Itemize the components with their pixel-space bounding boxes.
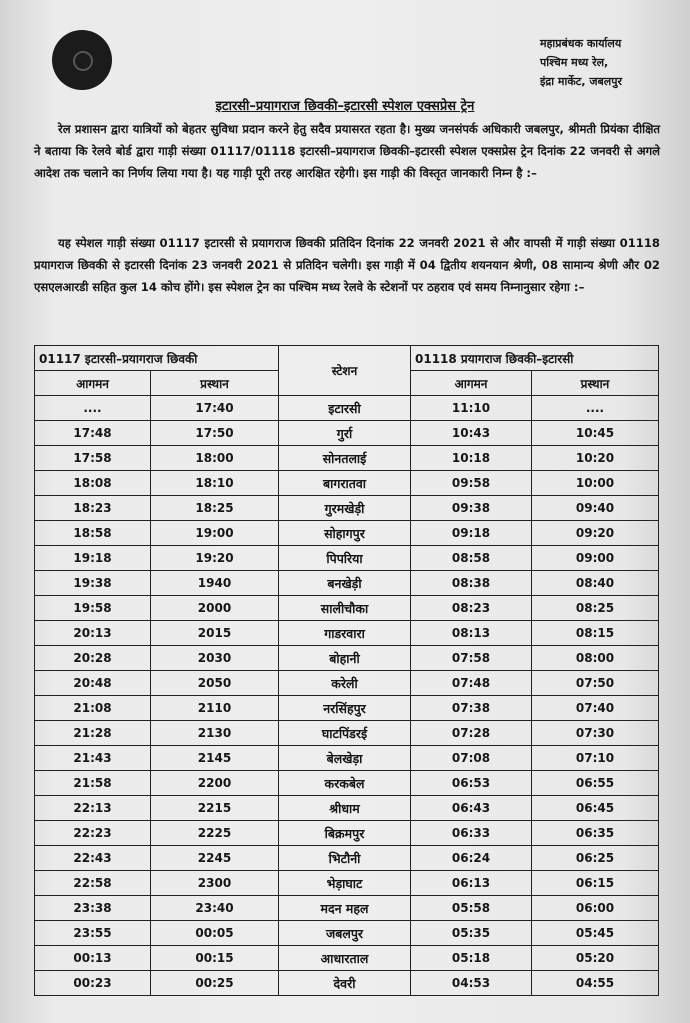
departure-01117-cell: 19:20 [151,546,279,571]
table-row [35,521,659,546]
departure-01118-cell: 09:40 [532,496,659,521]
table-row [35,896,659,921]
table-row [35,671,659,696]
departure-01117-cell: 19:00 [151,521,279,546]
station-cell: आधारताल [279,946,411,971]
arrival-01117-cell: 00:13 [35,946,151,971]
arrival-01117-cell: 20:48 [35,671,151,696]
departure-01117-cell: 00:15 [151,946,279,971]
departure-01118-cell: 08:40 [532,571,659,596]
arrival-01118-cell: 06:13 [411,871,532,896]
table-row [35,696,659,721]
departure-01118-cell: 06:25 [532,846,659,871]
office-address [540,34,680,91]
arrival-01117-cell: 19:18 [35,546,151,571]
station-cell: श्रीधाम [279,796,411,821]
table-row [35,871,659,896]
station-cell: नरसिंहपुर [279,696,411,721]
office-line-3: इंद्रा मार्केट, जबलपुर [540,75,622,88]
arrival-01118-cell: 09:58 [411,471,532,496]
station-cell: गाडरवारा [279,621,411,646]
arrival-01117-cell: 22:23 [35,821,151,846]
arrival-header-01117: आगमन [35,371,151,396]
arrival-01117-cell: 20:13 [35,621,151,646]
departure-01118-cell: 05:45 [532,921,659,946]
departure-01117-cell: 2145 [151,746,279,771]
departure-01118-cell: 08:15 [532,621,659,646]
arrival-01118-cell: 07:08 [411,746,532,771]
arrival-01118-cell: 07:48 [411,671,532,696]
departure-header-01118: प्रस्थान [532,371,659,396]
arrival-01117-cell: .... [35,396,151,421]
arrival-01117-cell: 21:08 [35,696,151,721]
table-row [35,746,659,771]
departure-01117-cell: 17:40 [151,396,279,421]
arrival-01118-cell: 06:43 [411,796,532,821]
departure-01118-cell: 07:30 [532,721,659,746]
arrival-01117-cell: 23:55 [35,921,151,946]
arrival-01117-cell: 21:58 [35,771,151,796]
table-row [35,396,659,421]
office-line-2: पश्चिम मध्य रेल, [540,56,609,69]
arrival-01118-cell: 05:58 [411,896,532,921]
station-cell: पिपरिया [279,546,411,571]
arrival-01118-cell: 08:58 [411,546,532,571]
arrival-01117-cell: 20:28 [35,646,151,671]
departure-01117-cell: 2200 [151,771,279,796]
station-cell: बिक्रमपुर [279,821,411,846]
departure-01117-cell: 2300 [151,871,279,896]
table-row [35,571,659,596]
arrival-01117-cell: 22:13 [35,796,151,821]
arrival-01118-cell: 07:58 [411,646,532,671]
document-heading: इटारसी–प्रयागराज छिवकी–इटारसी स्पेशल एक्सप्रेस ट्रेन [215,99,475,114]
departure-01117-cell: 00:05 [151,921,279,946]
arrival-01117-cell: 17:58 [35,446,151,471]
departure-01118-cell: 04:55 [532,971,659,996]
arrival-01117-cell: 22:58 [35,871,151,896]
departure-01117-cell: 18:25 [151,496,279,521]
departure-01118-cell: 07:40 [532,696,659,721]
departure-01118-cell: 08:00 [532,646,659,671]
station-cell: गुरमखेड़ी [279,496,411,521]
departure-01118-cell: 10:00 [532,471,659,496]
office-line-1: महाप्रबंधक कार्यालय [540,37,622,50]
station-cell: बनखेड़ी [279,571,411,596]
paragraph-2: यह स्पेशल गाड़ी संख्या 01117 इटारसी से प्रयागराज छिवकी प्रतिदिन दिनांक 22 जनवरी 2021 से और वापसी में गाड़ी संख्या 01118 प्रयागराज छिवकी से इटारसी दिनांक 23 जनवरी 2021 से प्रतिदिन चलेगी। इस गाड़ी में 04 द्वितीय शयनयान श्रेणी, 08 सामान्य श्रेणी और 02 एसएलआरडी सहित कुल 14 कोच होंगे। इस स्पेशल ट्रेन का पश्चिम मध्य रेलवे के स्टेशनों पर ठहराव एवं समय निम्नानुसार रहेगा :– [34,236,660,294]
departure-01118-cell: 06:55 [532,771,659,796]
station-cell: करेली [279,671,411,696]
arrival-header-01118: आगमन [411,371,532,396]
arrival-01118-cell: 06:33 [411,821,532,846]
table-row [35,946,659,971]
arrival-01118-cell: 06:53 [411,771,532,796]
arrival-01118-cell: 08:13 [411,621,532,646]
arrival-01117-cell: 18:58 [35,521,151,546]
table-row [35,546,659,571]
departure-01117-cell: 2000 [151,596,279,621]
arrival-01117-cell: 18:23 [35,496,151,521]
departure-01118-cell: 05:20 [532,946,659,971]
table-row [35,471,659,496]
departure-01118-cell: 09:20 [532,521,659,546]
arrival-01117-cell: 19:58 [35,596,151,621]
station-cell: सोहागपुर [279,521,411,546]
train-01117-header: 01117 इटारसी–प्रयागराज छिवकी [35,346,279,371]
station-cell: सोनतलाई [279,446,411,471]
table-row [35,421,659,446]
arrival-01117-cell: 22:43 [35,846,151,871]
departure-01118-cell: 06:00 [532,896,659,921]
arrival-01117-cell: 23:38 [35,896,151,921]
departure-01118-cell: 07:50 [532,671,659,696]
table-row [35,596,659,621]
departure-01118-cell: 07:10 [532,746,659,771]
table-row [35,721,659,746]
paragraph-1: रेल प्रशासन द्वारा यात्रियों को बेहतर सुविधा प्रदान करने हेतु सदैव प्रयासरत रहता है। मुख्य जनसंपर्क अधिकारी जबलपुर, श्रीमती प्रियंका दीक्षित ने बताया कि रेलवे बोर्ड द्वारा गाड़ी संख्या 01117/01118 इटारसी–प्रयागराज छिवकी–इटारसी स्पेशल एक्सप्रेस ट्रेन दिनांक 22 जनवरी से अगले आदेश तक चलाने का निर्णय लिया गया है। यह गाड़ी पूरी तरह आरक्षित रहेगी। इस गाड़ी की विस्तृत जानकारी निम्न है :– [34,122,660,180]
departure-01118-cell: 06:15 [532,871,659,896]
station-cell: भिटौनी [279,846,411,871]
departure-01117-cell: 2130 [151,721,279,746]
departure-01117-cell: 2015 [151,621,279,646]
departure-01117-cell: 17:50 [151,421,279,446]
table-row [35,446,659,471]
arrival-01118-cell: 09:38 [411,496,532,521]
table-row [35,796,659,821]
station-cell: भेड़ाघाट [279,871,411,896]
arrival-01117-cell: 21:28 [35,721,151,746]
arrival-01118-cell: 08:23 [411,596,532,621]
station-cell: बागरातवा [279,471,411,496]
arrival-01118-cell: 10:18 [411,446,532,471]
arrival-01118-cell: 06:24 [411,846,532,871]
departure-01117-cell: 2110 [151,696,279,721]
station-cell: बोहानी [279,646,411,671]
station-cell: सालीचौका [279,596,411,621]
timetable [34,345,659,996]
table-row [35,921,659,946]
arrival-01117-cell: 00:23 [35,971,151,996]
station-cell: जबलपुर [279,921,411,946]
departure-header-01117: प्रस्थान [151,371,279,396]
arrival-01118-cell: 10:43 [411,421,532,446]
station-cell: करकबेल [279,771,411,796]
train-01118-header: 01118 प्रयागराज छिवकी–इटारसी [411,346,659,371]
departure-01118-cell: 10:45 [532,421,659,446]
departure-01117-cell: 2225 [151,821,279,846]
arrival-01118-cell: 05:18 [411,946,532,971]
timetable-body [35,396,659,996]
table-row [35,971,659,996]
arrival-01117-cell: 17:48 [35,421,151,446]
departure-01118-cell: 08:25 [532,596,659,621]
departure-01118-cell: 06:35 [532,821,659,846]
departure-01118-cell: .... [532,396,659,421]
departure-01117-cell: 2245 [151,846,279,871]
arrival-01118-cell: 04:53 [411,971,532,996]
station-cell: मदन महल [279,896,411,921]
table-row [35,496,659,521]
arrival-01118-cell: 07:28 [411,721,532,746]
departure-01117-cell: 2215 [151,796,279,821]
station-header: स्टेशन [279,346,411,396]
table-row [35,621,659,646]
departure-01117-cell: 23:40 [151,896,279,921]
arrival-01118-cell: 07:38 [411,696,532,721]
departure-01117-cell: 2050 [151,671,279,696]
station-cell: घाटपिंडरई [279,721,411,746]
departure-01117-cell: 18:10 [151,471,279,496]
table-row [35,646,659,671]
arrival-01118-cell: 08:38 [411,571,532,596]
arrival-01117-cell: 18:08 [35,471,151,496]
station-cell: इटारसी [279,396,411,421]
departure-01118-cell: 06:45 [532,796,659,821]
railway-logo-icon [52,30,112,90]
table-row [35,771,659,796]
departure-01117-cell: 18:00 [151,446,279,471]
table-row [35,821,659,846]
arrival-01118-cell: 09:18 [411,521,532,546]
departure-01117-cell: 1940 [151,571,279,596]
station-cell: बेलखेड़ा [279,746,411,771]
station-cell: देवरी [279,971,411,996]
arrival-01117-cell: 19:38 [35,571,151,596]
departure-01117-cell: 2030 [151,646,279,671]
departure-01117-cell: 00:25 [151,971,279,996]
departure-01118-cell: 09:00 [532,546,659,571]
departure-01118-cell: 10:20 [532,446,659,471]
arrival-01118-cell: 05:35 [411,921,532,946]
table-row [35,846,659,871]
arrival-01117-cell: 21:43 [35,746,151,771]
arrival-01118-cell: 11:10 [411,396,532,421]
station-cell: गुर्रा [279,421,411,446]
